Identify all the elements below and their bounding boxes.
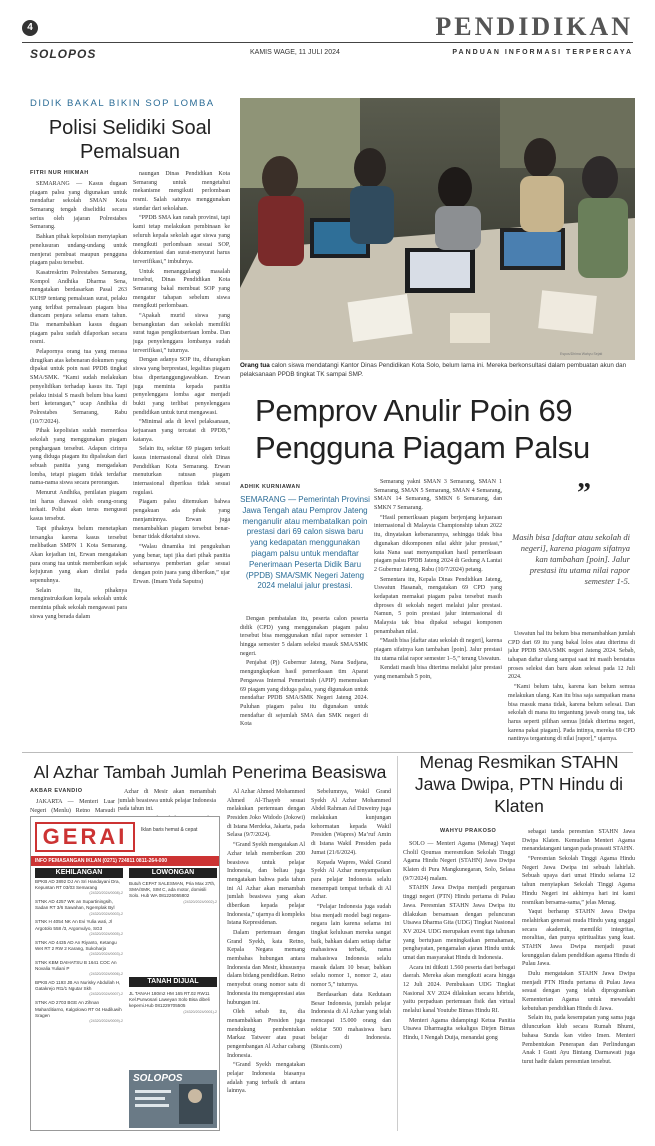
menag-headline: Menag Resmikan STAHN Jawa Dwipa, PTN Hindu di Klaten [414,752,624,816]
ad-id: (24320/2024/0001)-2 [183,1009,217,1014]
ad-text: STNK KBM DAIHATSU B 1641 COC An Novalia Yuliani P [35,959,117,972]
tagline: PANDUAN INFORMASI TERPERCAYA [452,49,633,56]
ad-text: BPKB AD 1193 JB An Nurisky Abdullah H, Gatakrejo Rt1/1 Ngutar Skh [35,980,121,992]
story-paragraph: “Minimal ada di level pelaksanaan, kejuaraan yang tercatat di PPDB,” katanya. [133,419,230,443]
menag-paragraph: Dulu mengatakan STAHN Jawa Dwipa menjadi PTN Hindu pertama di Pulau Jawa sesuai dengan yang telah diprogramkan Kementerian Agama untuk mewadahi kebutuhan pendidikan Hindu di Jawa. [522,971,635,1012]
section-title: PENDIDIKAN [435,12,633,41]
story-paragraph: “Walau dinamika ini pengukuhan yang benar, tapi jika dari pihak panitia seharusnya pemberian gelar sesuai dengan poin juara yang diberikan,” ujar Erwan. (Imam Yuda Saputra) [133,543,230,585]
ad-id: (24320/2024/0002)-2 [183,899,217,904]
ad-id: (24320/2024/0007)-2 [89,992,123,997]
ad-id: (24320/2024/0003)-2 [89,911,123,916]
gerai-subtitle: Iklan baris hemat & cepat [141,827,198,833]
alazhar-paragraph: Kepada Wapres, Wakil Grand Syekh Al Azhar menyampaikan para pelajar Indonesia selalu menempati tempat terbaik di Al Azhar. [311,859,391,901]
story-paragraph: Menurut Andhika, penilaian piagam ini harus diawasi oleh orang-orang terkait. Polisi akan terus mengusut kasus tersebut. [30,490,127,523]
menag-paragraph: STAHN Jawa Dwipa menjadi perguruan tinggi negeri (PTN) Hindu pertama di Pulau Jawa. Peresmian STAHN Jawa Dwipa itu dilakukan bersamaan dengan peluncuran Utsawa Dharma Gita (UDG) Tingkat Nasional XV 2024. UDG merupakan event tiga tahunan yang bertujuan meningkatkan pemahaman, penghayatan, pengamalan ajaran Hindu untuk umat dan masyarakat Hindu di Indonesia. [403,885,515,961]
main-paragraph: Kendati masih bisa diterima melalui jalur prestasi yang menambah 5 poin, [374,665,502,681]
alazhar-column-4 [311,788,391,1131]
story-paragraph: Dengan adanya SOP itu, diharapkan siswa yang berprestasi, legalitas piagam bisa dipertanggungjawabkan. Erwan juga meminta kepada panitia penyelenggara lomba agar menjadi bukti yang terlibat penyelenggara pendidikan untuk turut mengawasi. [133,357,230,416]
alazhar-paragraph: Sebelumnya, Wakil Grand Syekh Al Azhar Mohammed Abdel Rahman Ad Duweiny juga melakukan kunjungan kehormatan kepada Wakil Presiden (Wapres) Ma’ruf Amin di Istana Wakil Presiden pada Jumat (21/6/2024). [311,789,391,856]
ad-id: (24320/2024/0006)-2 [89,972,123,977]
alazhar-paragraph: Al Azhar Ahmed Mohammed Ahmed Al-Thayeb sesuai melakukan pertemuan dengan Presiden Joko Widodo (Jokowi) di Istana Merdeka, Jakarta, pada Selasa (9/7/2024). [227,789,305,839]
alazhar-paragraph: JAKARTA — Menteri Luar Negeri (Menlu) Retno Marsudi [30,799,115,814]
story-paragraph: Tapi pihaknya belum menetapkan tersangka karena kasus tersebut melibatkan SMPN 1 Kota Semarang. Akan kejadian ini, Erwan mengatakan para orang tua untuk memberikan sejak kejujuran yang akan dinilai pada sepenuhnya. [30,525,127,584]
solopos-ad [129,1070,217,1128]
menag-paragraph: “Peresmian Sekolah Tinggi Agama Hindu Negeri Jawa Dwipa ini sebuah lahirlah. Sebuah upaya dari umat Hindu selama 12 tahun menyiapkan Sekolah Tinggi Agama Hindu Negeri ini akhirnya hari ini kami resmikan bersama-sama,” jelas Menag. [522,856,635,906]
lowongan-ad [129,881,217,904]
photo-caption [240,362,635,380]
main-column-2 [374,478,502,747]
alazhar-paragraph: Berdasarkan data Kedutaan Besar Indonesia, jumlah pelajar Indonesia di Al Azhar yang telah mencapai 15.000 orang dan sekitar 500 mahasiswa baru belajar di Indonesia. (Bisnis.com) [311,991,391,1050]
main-paragraph: Sementara itu, Kepala Dinas Pendidikan Jateng, Uswatun Hasanah, mengatakan 69 CPD yang kedapatan memakai piagam palsu tersebut masih diproses di sekolah negeri melalui jalur prestasi. Namun, 5 poin prestasi jalur internasional di Malaysia tak bisa dipakai sebagai komponen penambahan nilai. [374,576,502,635]
page-header [0,0,655,62]
menag-paragraph: SOLO — Menteri Agama (Menag) Yaqut Cholil Qoumas meresmikan Sekolah Tinggi Agama Hindu Negeri (STAHN) Jawa Dwipa Klaten di Pura Mangkunegaran, Solo, Selasa (9/7/2024) malam. [403,841,515,882]
pull-quote: Masih bisa [daftar atau sekolah di negeri], karena piagam sifatnya kan tambahan [poin]. Jalur prestasi itu utama nilai rapor semester 1-5. [512,532,630,587]
list-item [35,919,123,936]
ad-text: Butuh CEPAT SALESMAN, Pria Max 27th, SMA/SMK, SIM C, ada motor, domisili Solo. Hub WA 081226055802 [129,881,216,899]
ad-text: STNK AD 4435 AD An Riyanto, Ketangu Wet RT 2 RW 2 Karang, Sukoharjo [35,939,117,951]
lowongan-heading: LOWONGAN [129,868,217,878]
main-byline: ADHIK KURNIAWAN [240,484,301,490]
ad-id: (24320/2024/0005)-2 [89,931,123,936]
header-rule [22,42,633,43]
alazhar-column-1 [30,798,115,816]
photo-illustration [240,98,635,360]
list-item [35,1000,123,1023]
dateline: KAMIS WAGE, 11 JULI 2024 [250,49,340,56]
story-byline: FITRI NUR HIKMAH [30,170,89,176]
ad-text: STNK H 4054 NK An Evi Yulia wati, Jl Argotolo 558 /3, Argomulyo, SG3 [35,919,112,931]
main-lead: SEMARANG — Pemerintah Provinsi Jawa Tengah atau Pemprov Jateng menganulir atau membatalkan poin prestasi dari 69 calon siswa baru yang kedapatan menggunakan piagam palsu untuk mendaftar Penerimaan Peserta Didik Baru (PPDB) SMA/SMK Negeri Jateng 2024 melalui jalur prestasi. [240,495,370,591]
main-paragraph: Semarang yakni SMAN 3 Semarang, SMAN 1 Semarang, SMAN 5 Semarang, SMAN 4 Semarang, SMAN 14 Semarang, SMKN 6 Semarang, dan SMKN 7 Semarang. [374,479,502,512]
ad-id: (24320/2024/0003)-2 [89,952,123,957]
main-paragraph: “Masih bisa [daftar atau sekolah di negeri], karena piagam sifatnya kan tambahan [poin]. Jalur prestasi itu utama nilai rapor semester 1–5,” terang Uswatun. [374,638,502,662]
list-item [35,980,123,997]
story-paragraph: “Apakah murid siswa yang bersangkutan dan sekolah memiliki surat tugas pengikutsertaan lomba. Dan juga penyelenggara lombanya sudah terverifikasi,” tuturnya. [133,313,230,354]
main-paragraph: Uswatun hal itu belum bisa menambahkan jumlah CPD dari 69 itu yang bakal lolos atau diterima di jalur PPDB SMA/SMK negeri Jateng 2024. Sebab, tahapan daftar ulang sampai saat ini masih berstatus proses seleksi dan baru akan selesai pada 12 Juli 2024. [508,631,635,681]
photo-credit: Espos/Dhima Wahyu Sejati [560,352,603,356]
menag-column-1 [403,840,515,1131]
alazhar-paragraph: Azhar di Mesir akan menambah jumlah beasiswa untuk pelajar Indonesia pada tahun ini. [118,789,216,813]
menag-column-2 [522,828,635,1131]
main-column-3 [508,630,635,747]
story-paragraph: Untuk menanggulangi masalah tersebut, Dinas Pendidikan Kota Semarang bakal membuat SOP yang mengatur tahapan sebelum siswa mengikuti perlombaan. [133,268,230,310]
menag-paragraph: Selain itu, pada kesempatan yang sama juga diluncurkan klub secara Rumah Bhumi, bahasa Sunda kan video Imen. Menteri Pembentukan Penerapan dan Perlindungan Anak I Gusti Ayu Bintang Darmawati juga turut hadir dalam peresmian tersebut. [522,1015,635,1065]
main-column-1 [240,615,368,747]
gerai-logo: GERAI [35,822,135,852]
kehilangan-heading: KEHILANGAN [35,868,123,878]
story-headline: Polisi Selidiki Soal Pemalsuan [48,117,212,164]
ad-text: STNK AD 2703 BGE An Zihnan Maharditiarno, Kalgolowo RT 04 Hadiluwih Sragen [35,1000,122,1018]
story-paragraph: Pihak kepolisian sudah memeriksa sekolah yang menggunakan piagam penghargaan tersebut. Adapun cirinya yang diduga piagam itu dipalsukan dari sebuah panitia yang mengadakan lomba, tetapi piagam tidak terdaftar nama-nama siswa secara perorangan. [30,428,127,487]
menag-paragraph: sebagai tanda peresmian STAHN Jawa Dwipa Klaten. Kemudian Menteri Agama menandatangani tangan pada prasasti STAHN. [522,829,635,853]
story-column-2 [133,170,230,640]
quote-mark-icon: ” [577,478,591,509]
ad-id: (24320/2024/0009)-2 [89,1018,123,1023]
ad-text: BPKB AD 3892 DJ An Sri Handayani Dra, Kepuntan RT 03/03 Semarang [35,879,120,891]
story-paragraph: Selain itu, pihaknya menginstruksikan kepala sekolah untuk meminta pihak sekolah mengawasi para siswa yang berada dalam [30,587,127,620]
alazhar-paragraph: Oleh sebab itu, dia menambahkan Presiden juga mendukung pembentukan Markaz Tatweer atau pusat pengembangan Al Azhar cabang Indonesia. [227,1009,305,1059]
story-kicker: DIDIK BAKAL BIKIN SOP LOMBA [30,98,215,109]
page-number: 4 [22,20,38,36]
caption-text: calon siswa mendatangi Kantor Dinas Pendidikan Kota Solo, belum lama ini. Mereka berkonsultasi dalam pembuatan akun dan pelaksanaan PPDB tingkat TK sampai SMP. [240,362,627,378]
story-paragraph: “PPDB SMA kan ranah provinsi, tapi kami tetap melakukan pembinaan ke seluruh kepala sekolah agar siswa yang mengikuti perlombaan sesuai SOP, dokumentasi dan surat-menyurat harus terverifikasi,” imbuhnya. [133,215,230,265]
menag-paragraph: Acara ini diikuti 1.560 peserta dari berbagai daerah. Mereka akan mengikuti acara hingga 12 Juli 2024. Pembukaan UDG Tingkat Nasional XV 2024 dilakukan secara hibrida, yaitu perpaduan pertemuan fisik dan virtual melalui kanal Youtube Bimas Hindu RI. [403,964,515,1015]
main-headline: Pemprov Anulir Poin 69 Pengguna Piagam Palsu [255,393,590,466]
main-paragraph: Penjabat (Pj) Gubernur Jateng, Nana Sudjana, mengungkapkan hasil pemeriksaan tim Aparat Pengawas Internal Pemerintah (APIP) menemukan 69 piagam yang diduga palsu, yang digunakan untuk mendaftar PPDB SMA/SMK Negeri Jateng 2024. Puluhan piagam palsu itu digunakan untuk mendaftar di sejumlah SMA dan SMK negeri di Kota [240,660,368,728]
alazhar-byline: AKBAR EVANDIO [30,788,83,794]
news-photo [240,98,635,360]
menag-paragraph: Menteri Agama didampingi Ketua Panitia Utsawa Dharmagita sekaligus Dirjen Bimas Hindu, I Nengah Duija, menandai gong [403,1017,515,1042]
story-paragraph: SEMARANG — Kasus dugaan piagam palsu yang digunakan untuk mendaftar sekolah SMAN Kota Semarang tengah diselidiki secara serius oleh jajaran Polrestabes Semarang. [30,181,127,231]
alazhar-headline: Al Azhar Tambah Jumlah Penerima Beasiswa [33,762,387,782]
tanah-heading: TANAH DIJUAL [129,977,217,987]
alazhar-paragraph: “Grand Syekh mengatakan pelajar Indonesia biasanya adalah yang terbaik di antara lainnya. [227,1062,305,1095]
alazhar-paragraph: “Pelajar Indonesia juga sudah bisa menjadi model bagi negara-negara lain karena selama ini tingkat kelulusan mereka sangat baik, bahkan dalam setiap daftar mahasiswa terbaik, nama mahasiswa Indonesia selalu masuk dalam 10 besar, bahkan selalu nomor 1, nomor 2, atau nomor 5,” tuturnya. [311,903,391,989]
list-item [35,960,123,977]
ad-text: STNK AD 4257 WK an Supartiningsih, Sadan RT 3/6 Sawahan, Ngemplak Byl [35,899,115,911]
story-paragraph: naungan Dinas Pendidikan Kota Semarang untuk mengetahui mekanisme mengikuti perlombaan resmi. Salah satunya menggunakan standar dari sekolahan. [133,171,230,212]
story-paragraph: Piagam palsu ditemukan bahwa pengakuan ada pihak yang menjaminnya. Erwan juga menambahkan piagam tersebut benar-benar tidak diketahui siswa. [133,499,230,541]
menag-paragraph: Yaqut berharap STAHN Jawa Dwipa melahirkan generasi muda Hindu yang unggul secara akademik, memiliki integritas, moralitas, dan punya spiritualitas yang kuat. STAHN Jawa Dwipa menjadi pusat keunggulan dalam pendidikan agama Hindu di Pulau Jawa. [522,909,635,968]
column-divider [397,756,398,1131]
main-paragraph: “Hasil pemeriksaan piagam berjenjang kejuaraan internasional di Malaysia Championship tahun 2022 itu, dinyatakan kebenarannya, sehingga tidak bisa digunakan dikomponen nilai akhir jalur prestasi,” kata Nana saat menyampaikan hasil pemeriksaan piagam palsu PPDB Jateng 2024 di Gedung A Lantai 2 Gubernur Jateng, Rabu (10/7/2024) petang. [374,514,502,573]
story-paragraph: Kasatreskrim Polrestabes Semarang, Kompol Andhika Dharma Sena, mengatakan berdasarkan Pasal 263 KUHP tentang pemalsuan surat, pelaku yang terlibat pemalsuan piagam bisa diancam penjara selama enam tahun. Dia menambahkan kasus dugaan piagam palsu sudah dilaporkan secara resmi. [30,269,127,346]
main-paragraph: “Kami belum tahu, karena kan belum semua melakukan ulang. Kan itu bisa saja sampaikan mana bisa masuk mana tidak, karena belum selesai. Dan sekolah di mana itu tergantung jawab orang tua, tak harus seperti pilihan semua [tidak diterima negeri, karena pakai piagam]. Pada intinya, mereka 69 CPD nantinya tergantung di nilai [rapor],” ujarnya. [508,684,635,743]
menag-byline: WAHYU PRAKOSO [440,828,497,834]
story-paragraph: Bahkan pihak kepolisian menyiapkan penelusuran undang-undang untuk menjerat pembuat maupun pengguna piagam palsu tersebut. [30,234,127,267]
gerai-info-bar: INFO PEMASANGAN IKLAN (0271) 724811 0811-264-000 [31,856,220,866]
solopos-ad-logo: SOLOPOS [133,1073,183,1084]
story-paragraph: Pelapornya orang tua yang merasa dirugikan atas kebenaran dokumen yang dipakai untuk poin nasi PPDB tingkat SMA/SMK. “Kami sudah melakukan penyelidikan terhadap kasus itu. Tapi pelaku inisial S masih belum bisa kami beri keterangan,” ucap Andhika di Polrestabes Semarang, Rabu (10/7/2024). [30,349,127,425]
alazhar-column-3 [227,788,305,1131]
list-item [35,879,123,896]
list-item [35,940,123,957]
ad-text: JL TANAH 180m2 HM 165 RT.02 RW11 Kel.Purwosari Laweyan Solo Bisa dibeli kepemi.Hub 081229705505 [129,991,210,1009]
alazhar-paragraph: “Grand Syekh mengatakan Al Azhar telah memberikan 200 beasiswa untuk pelajar Indonesia, dan beliau juga mengatakan bahwa pada tahun ini Al Azhar akan menambah jumlah beasiswa yang akan diberikan kepada pelajar Indonesia,” ujarnya di kompleks Istana Kepresidenan. [227,842,305,927]
story-paragraph: Selain itu, sekitar 69 piagam terkait kasus internasional diurai oleh Dinas Pendidikan Kota Semarang. Erwan menuturkan ratusan piagam internasional diperiksa tidak sesuai regulasi. [133,446,230,496]
caption-lead: Orang tua [240,362,270,369]
alazhar-paragraph: Dalam pertemuan dengan Grand Syekh, kata Retno, Kepala Negara memang membahas hubungan antara Indonesia dan Mesir, khususnya dalam bidang pendidikan. Retno menyebut orang nomor satu di Indonesia itu mengapresiasi atas hubungan ini. [227,930,305,1006]
story-column-1 [30,170,127,640]
ad-id: (24320/2024/0008)-2 [89,891,123,896]
classified-ads [30,816,220,1131]
kehilangan-list [35,879,123,1027]
tanah-ad [129,991,217,1014]
list-item [35,899,123,916]
main-paragraph: Dengan pembatalan itu, peserta calon peserta didik (CPD) yang menggunakan piagam palsu tersebut bisa menggunakan nilai rapor semester 1 hingga semester 5 dalam seleksi masuk SMA/SMK negeri. [240,616,368,657]
brand-logo: SOLOPOS [30,47,97,61]
